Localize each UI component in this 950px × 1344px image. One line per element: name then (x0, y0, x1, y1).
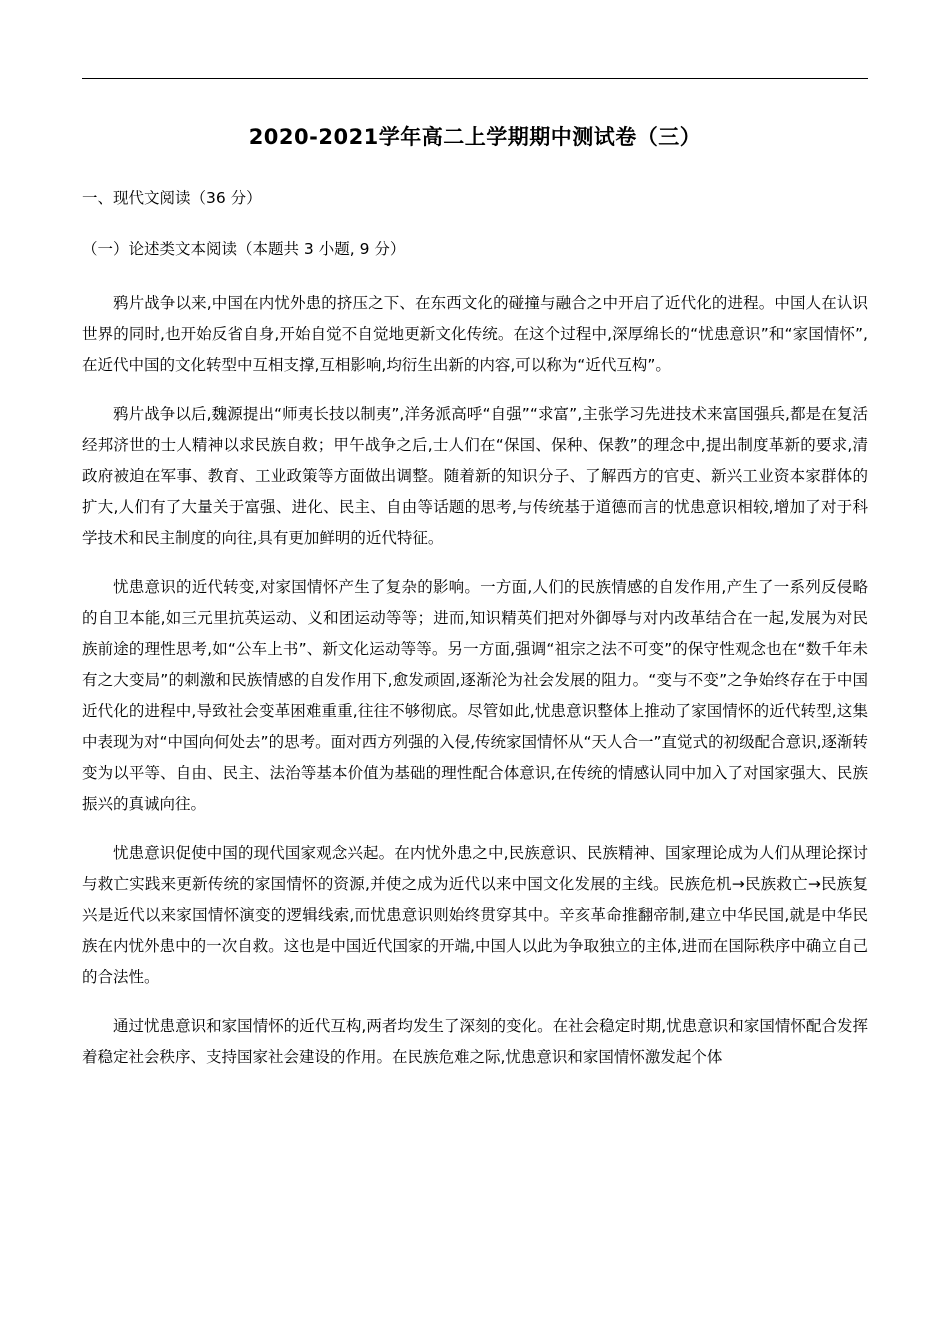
subsection-heading: （一）论述类文本阅读（本题共 3 小题, 9 分） (82, 240, 406, 259)
paragraph: 忧患意识促使中国的现代国家观念兴起。在内忧外患之中,民族意识、民族精神、国家理论成为人们从理论探讨与救亡实践来更新传统的家国情怀的资源,并使之成为近代以来中国文化发展的主线。民族危机→民族救亡→民族复兴是近代以来家国情怀演变的逻辑线索,而忧患意识则始终贯穿其中。辛亥革命推翻帝制,建立中华民国,就是中华民族在内忧外患中的一次自救。这也是中国近代国家的开端,中国人以此为争取独立的主体,进而在国际秩序中确立自己的合法性。 (82, 843, 868, 986)
paragraph: 鸦片战争以来,中国在内忧外患的挤压之下、在东西文化的碰撞与融合之中开启了近代化的进程。中国人在认识世界的同时,也开始反省自身,开始自觉不自觉地更新文化传统。在这个过程中,深厚绵长的“忧患意识”和“家国情怀”,在近代中国的文化转型中互相支撑,互相影响,均衍生出新的内容,可以称为“近代互构”。 (82, 293, 868, 374)
page-title: 2020-2021学年高二上学期期中测试卷（三） (248, 125, 702, 149)
header-divider (82, 78, 868, 79)
section-heading: 一、现代文阅读（36 分） (82, 189, 262, 208)
paragraph: 鸦片战争以后,魏源提出“师夷长技以制夷”,洋务派高呼“自强”“求富”,主张学习先进技术来富国强兵,都是在复活经邦济世的士人精神以求民族自救；甲午战争之后,士人们在“保国、保种、保教”的理念中,提出制度革新的要求,清政府被迫在军事、教育、工业政策等方面做出调整。随着新的知识分子、了解西方的官吏、新兴工业资本家群体的扩大,人们有了大量关于富强、进化、民主、自由等话题的思考,与传统基于道德而言的忧患意识相较,增加了对于科学技术和民主制度的向往,具有更加鲜明的近代特征。 (82, 404, 868, 547)
body-text-container (82, 288, 868, 1073)
paragraph: 忧患意识的近代转变,对家国情怀产生了复杂的影响。一方面,人们的民族情感的自发作用,产生了一系列反侵略的自卫本能,如三元里抗英运动、义和团运动等等；进而,知识精英们把对外御辱与对内改革结合在一起,发展为对民族前途的理性思考,如“公车上书”、新文化运动等等。另一方面,强调“祖宗之法不可变”的保守性观念也在“数千年未有之大变局”的刺激和民族情感的自发作用下,愈发顽固,逐渐沦为社会发展的阻力。“变与不变”之争始终存在于中国近代化的进程中,导致社会变革困难重重,往往不够彻底。尽管如此,忧患意识整体上推动了家国情怀的近代转型,这集中表现为对“中国向何处去”的思考。面对西方列强的入侵,传统家国情怀从“天人合一”直觉式的初级配合意识,逐渐转变为以平等、自由、民主、法治等基本价值为基础的理性配合体意识,在传统的情感认同中加入了对国家强大、民族振兴的真诚向往。 (82, 577, 868, 813)
paragraph: 通过忧患意识和家国情怀的近代互构,两者均发生了深刻的变化。在社会稳定时期,忧患意识和家国情怀配合发挥着稳定社会秩序、支持国家社会建设的作用。在民族危难之际,忧患意识和家国情怀激发起个体 (82, 1016, 868, 1066)
